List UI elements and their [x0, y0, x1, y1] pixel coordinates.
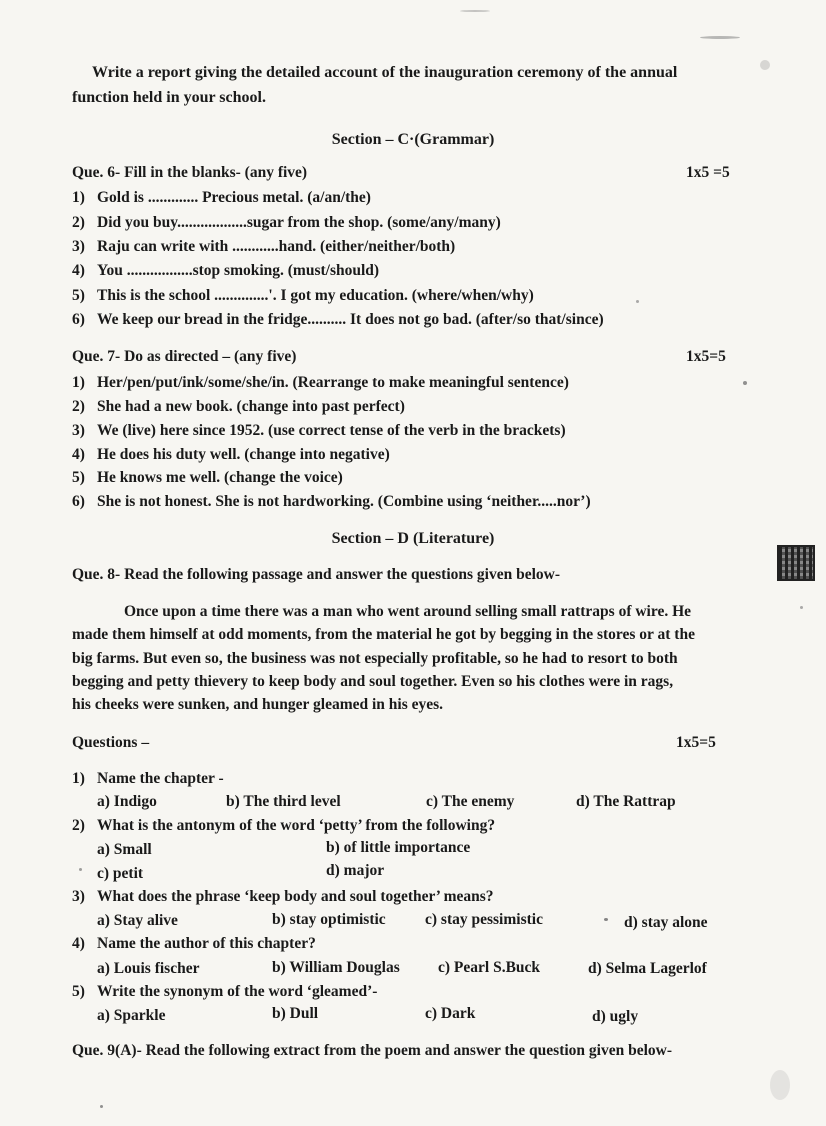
- passage-line: his cheeks were sunken, and hunger gleamed in his eyes.: [72, 696, 444, 713]
- scan-artifact: [760, 60, 770, 70]
- mcq-option: d) The Rattrap: [576, 793, 676, 810]
- questions-label: Questions –: [72, 734, 150, 751]
- section-c-title: Section – C·(Grammar): [331, 131, 495, 148]
- mcq-option: a) Louis fischer: [97, 960, 200, 977]
- q9-heading: Que. 9(A)- Read the following extract from the poem and answer the question given below-: [72, 1042, 673, 1059]
- scan-artifact: [770, 1070, 790, 1100]
- q6-item-num: 4): [72, 262, 85, 279]
- mcq-option: d) ugly: [592, 1008, 639, 1025]
- scan-artifact: [460, 10, 490, 12]
- q6-item-num: 5): [72, 287, 85, 304]
- q6-item-text: Gold is ............. Precious metal. (a/an/the): [97, 189, 371, 206]
- q7-marks: 1x5=5: [686, 348, 726, 365]
- mcq-num: 5): [72, 983, 85, 1000]
- q6-item-text: Raju can write with ............hand. (either/neither/both): [97, 238, 456, 255]
- q6-item-text: We keep our bread in the fridge.......... It does not go bad. (after/so that/since): [97, 311, 604, 328]
- scan-artifact: [604, 918, 608, 921]
- scan-artifact: [800, 606, 803, 609]
- q7-item-num: 3): [72, 422, 85, 439]
- mcq-num: 2): [72, 817, 85, 834]
- q7-item-text: Her/pen/put/ink/some/she/in. (Rearrange to make meaningful sentence): [97, 374, 569, 391]
- passage-line: big farms. But even so, the business was not especially profitable, so he had to resort to both: [72, 650, 678, 667]
- mcq-num: 3): [72, 888, 85, 905]
- q6-item-text: You .................stop smoking. (must/should): [97, 262, 380, 279]
- q8-heading: Que. 8- Read the following passage and answer the questions given below-: [72, 566, 561, 583]
- scan-artifact: [79, 868, 82, 871]
- mcq-option: b) of little importance: [326, 839, 471, 856]
- q7-item-text: He does his duty well. (change into negative): [97, 446, 390, 463]
- mcq-option: c) The enemy: [426, 793, 515, 810]
- mcq-num: 1): [72, 770, 85, 787]
- scan-artifact: [100, 1105, 103, 1108]
- report-question-line-2: function held in your school.: [72, 89, 266, 106]
- mcq-option: c) Pearl S.Buck: [438, 959, 541, 976]
- mcq-option: d) Selma Lagerlof: [588, 960, 707, 977]
- mcq-option: b) The third level: [226, 793, 341, 810]
- q6-heading: Que. 6- Fill in the blanks- (any five): [72, 164, 308, 181]
- mcq-option: a) Small: [97, 841, 152, 858]
- mcq-option: b) stay optimistic: [272, 911, 386, 928]
- q7-item-text: We (live) here since 1952. (use correct tense of the verb in the brackets): [97, 422, 566, 439]
- mcq-option: b) Dull: [272, 1005, 319, 1022]
- mcq-option: c) stay pessimistic: [425, 911, 543, 928]
- mcq-option: d) major: [326, 862, 385, 879]
- q7-item-num: 4): [72, 446, 85, 463]
- passage-line: Once upon a time there was a man who went around selling small rattraps of wire. He: [124, 603, 692, 620]
- qr-code-image: [777, 545, 815, 581]
- mcq-option: a) Stay alive: [97, 912, 178, 929]
- q6-item-num: 3): [72, 238, 85, 255]
- mcq-text: Name the chapter -: [97, 770, 224, 787]
- mcq-text: What is the antonym of the word ‘petty’ from the following?: [97, 817, 496, 834]
- q7-item-text: She is not honest. She is not hardworking. (Combine using ‘neither.....nor’): [97, 493, 591, 510]
- mcq-option: a) Indigo: [97, 793, 157, 810]
- q6-item-num: 2): [72, 214, 85, 231]
- passage-line: made them himself at odd moments, from the material he got by begging in the stores or at the: [72, 626, 695, 643]
- mcq-text: Write the synonym of the word ‘gleamed’-: [97, 983, 378, 1000]
- report-question-line-1: Write a report giving the detailed account of the inauguration ceremony of the annual: [92, 64, 678, 81]
- mcq-option: a) Sparkle: [97, 1007, 166, 1024]
- q7-item-num: 5): [72, 469, 85, 486]
- mcq-text: What does the phrase ‘keep body and soul together’ means?: [97, 888, 494, 905]
- scan-artifact: [743, 381, 747, 385]
- q7-item-num: 2): [72, 398, 85, 415]
- q6-item-text: Did you buy..................sugar from the shop. (some/any/many): [97, 214, 501, 231]
- q6-item-num: 6): [72, 311, 85, 328]
- scan-artifact: [700, 36, 740, 39]
- q7-item-text: He knows me well. (change the voice): [97, 469, 343, 486]
- q7-item-text: She had a new book. (change into past perfect): [97, 398, 405, 415]
- passage-line: begging and petty thievery to keep body and soul together. Even so his clothes were in rags,: [72, 673, 674, 690]
- q7-item-num: 6): [72, 493, 85, 510]
- questions-marks: 1x5=5: [676, 734, 716, 751]
- section-d-title: Section – D (Literature): [331, 530, 495, 547]
- mcq-text: Name the author of this chapter?: [97, 935, 316, 952]
- q6-item-text: This is the school ..............'. I got my education. (where/when/why): [97, 287, 534, 304]
- q6-marks: 1x5 =5: [686, 164, 730, 181]
- mcq-option: c) petit: [97, 865, 144, 882]
- scan-artifact: [636, 300, 639, 303]
- mcq-num: 4): [72, 935, 85, 952]
- mcq-option: b) William Douglas: [272, 959, 400, 976]
- mcq-option: d) stay alone: [624, 914, 708, 931]
- q7-item-num: 1): [72, 374, 85, 391]
- q6-item-num: 1): [72, 189, 85, 206]
- mcq-option: c) Dark: [425, 1005, 476, 1022]
- q7-heading: Que. 7- Do as directed – (any five): [72, 348, 297, 365]
